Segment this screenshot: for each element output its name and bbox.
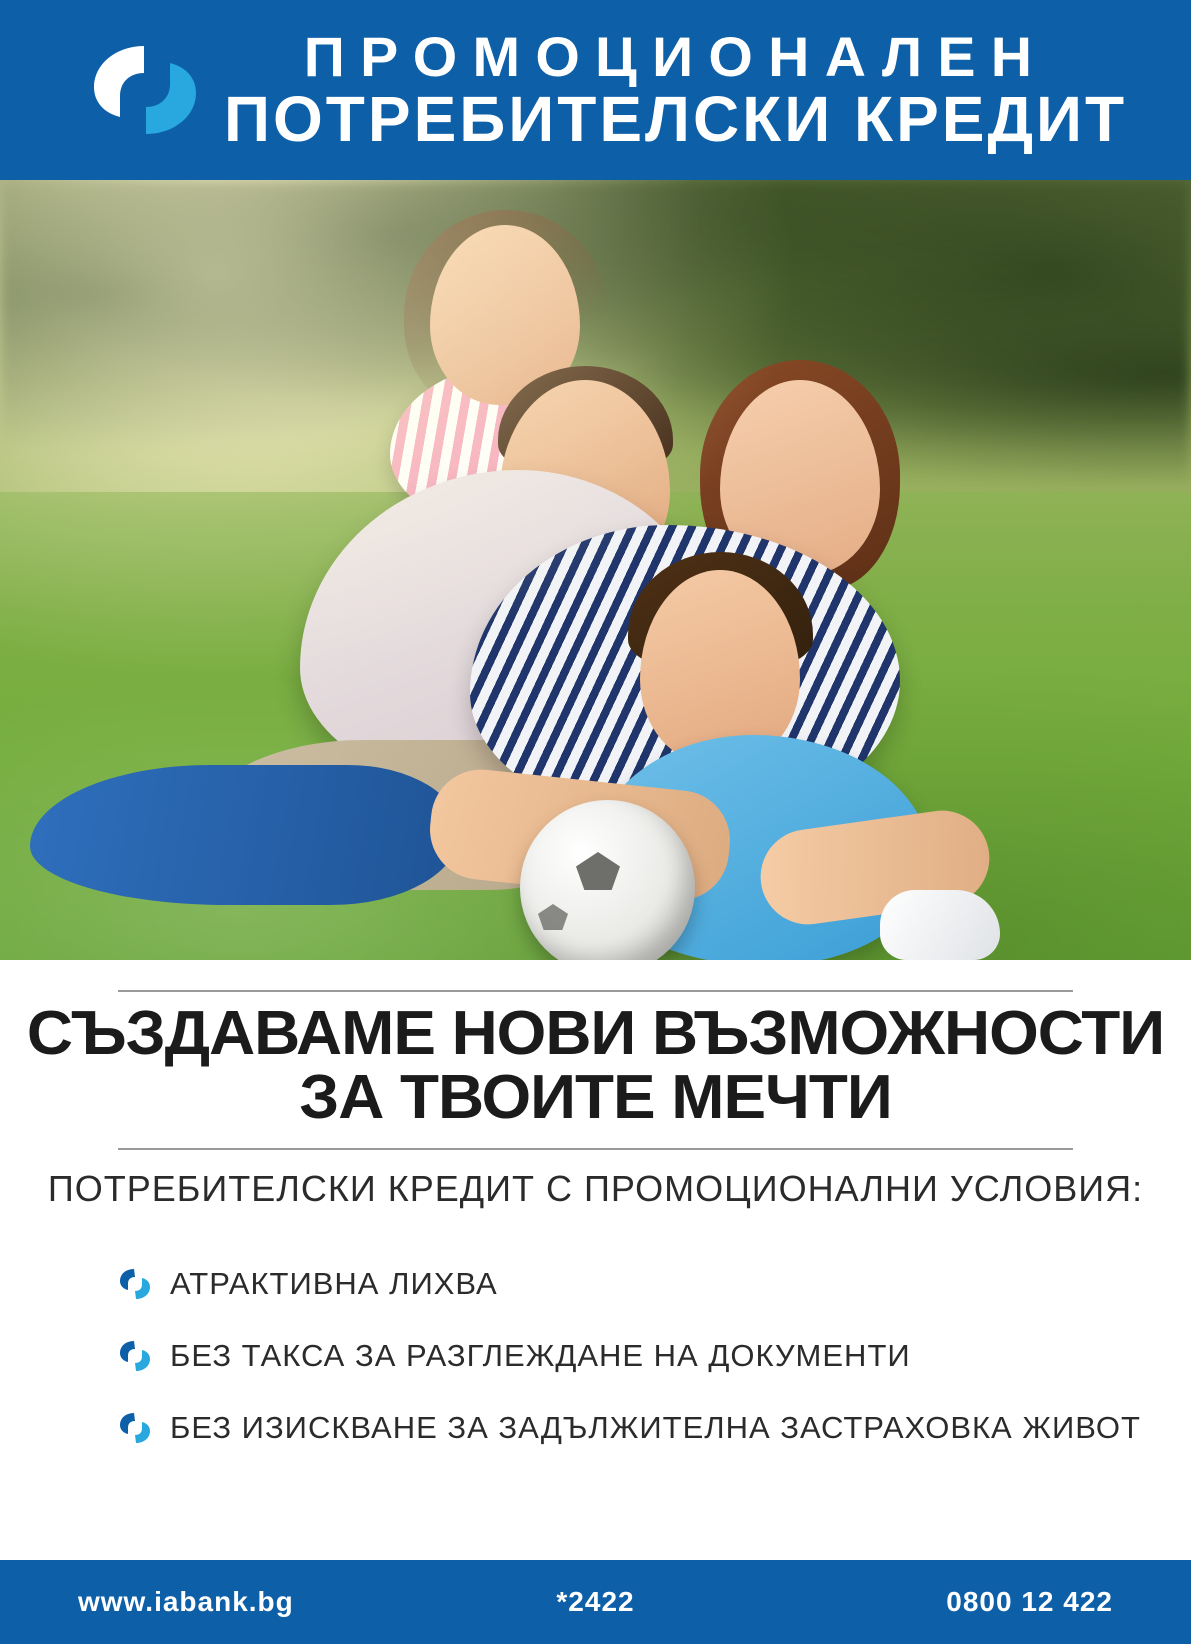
benefits-list	[118, 1248, 1141, 1464]
short-number[interactable]: *2422	[556, 1586, 635, 1617]
headline-line1: СЪЗДАВАМЕ НОВИ ВЪЗМОЖНОСТИ	[26, 999, 1165, 1068]
offer-content	[0, 960, 1191, 1560]
list-item-label: БЕЗ ИЗИСКВАНЕ ЗА ЗАДЪЛЖИТЕЛНА ЗАСТРАХОВКА ЖИВОТ	[170, 1410, 1141, 1445]
phone-number[interactable]: 0800 12 422	[946, 1586, 1113, 1617]
header-line1: ПРОМОЦИОНАЛЕН	[303, 24, 1048, 88]
footer-spacer	[0, 1550, 1191, 1560]
website-link[interactable]: www.iabank.bg	[78, 1586, 294, 1617]
shoe	[880, 890, 1000, 960]
subheading: ПОТРЕБИТЕЛСКИ КРЕДИТ С ПРОМОЦИОНАЛНИ УСЛОВИЯ:	[47, 1168, 1144, 1209]
ibank-bullet-icon	[118, 1339, 152, 1373]
divider-top	[118, 990, 1073, 992]
ibank-bullet-icon	[118, 1267, 152, 1301]
headline-line2: ЗА ТВОИТЕ МЕЧТИ	[299, 1062, 892, 1132]
list-item-label: БЕЗ ТАКСА ЗА РАЗГЛЕЖДАНЕ НА ДОКУМЕНТИ	[170, 1338, 911, 1373]
divider-bottom	[118, 1148, 1073, 1150]
hero-photo	[0, 180, 1191, 960]
list-item	[118, 1248, 1078, 1320]
footer-bar	[0, 1560, 1191, 1644]
mother-jeans	[30, 765, 460, 905]
header-title-group	[224, 24, 1128, 155]
page-title	[0, 999, 1191, 1132]
ibank-bullet-icon	[118, 1411, 152, 1445]
ibank-logo	[80, 40, 210, 140]
list-item	[118, 1320, 1078, 1392]
list-item-label: АТРАКТИВНА ЛИХВА	[170, 1266, 498, 1301]
header-line2: ПОТРЕБИТЕЛСКИ КРЕДИТ	[224, 82, 1128, 155]
list-item	[118, 1392, 1141, 1464]
header-banner	[0, 0, 1191, 180]
